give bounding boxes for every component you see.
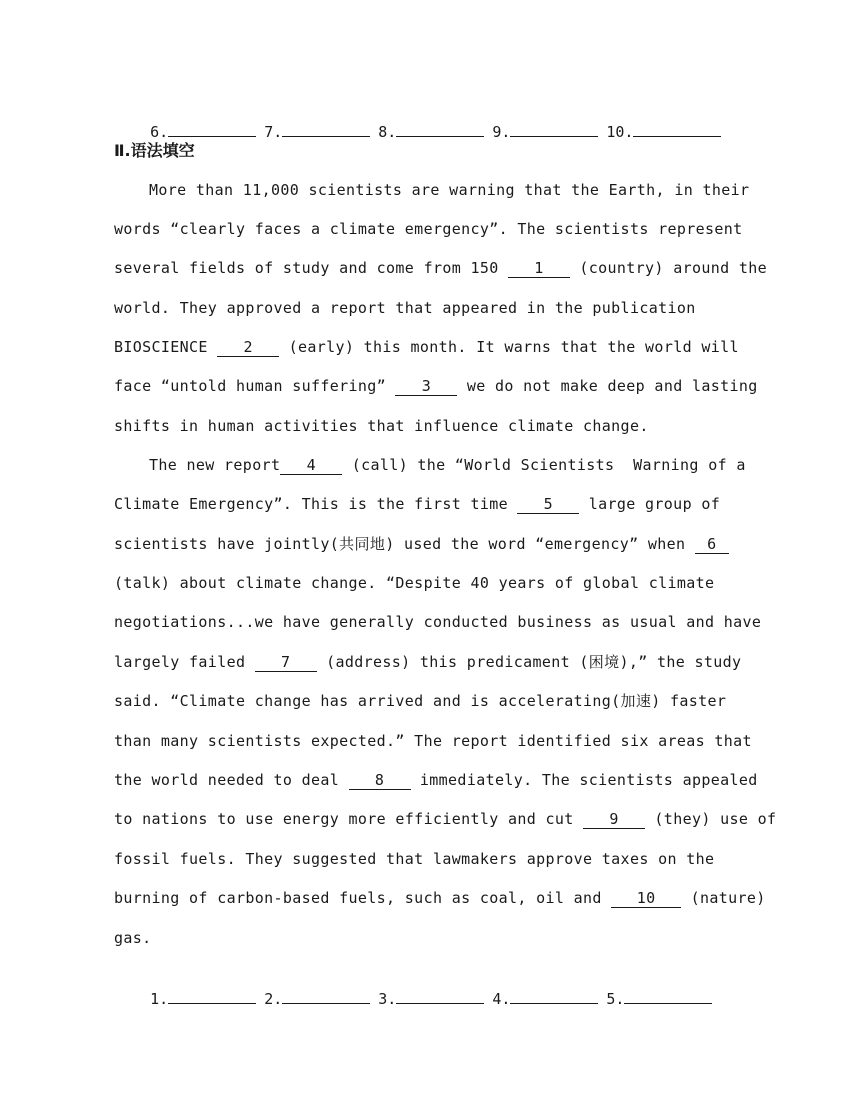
passage-line: shifts in human activities that influence climate change. <box>114 417 649 435</box>
blank-2[interactable]: 2 <box>217 338 279 357</box>
passage-line: gas. <box>114 929 152 947</box>
answer-line[interactable] <box>168 988 256 1004</box>
passage-line: More than 11,000 scientists are warning that the Earth, in their <box>149 181 750 199</box>
answer-slot-4[interactable] <box>492 988 598 1009</box>
answer-number: 3. <box>378 990 397 1008</box>
answer-line[interactable] <box>396 121 484 137</box>
answer-slot-6[interactable] <box>150 121 256 142</box>
passage-line: BIOSCIENCE 2 (early) this month. It warns that the world will <box>114 338 739 356</box>
answer-line[interactable] <box>624 988 712 1004</box>
answer-number: 7. <box>264 123 283 141</box>
answer-number: 8. <box>378 123 397 141</box>
answer-number: 1. <box>150 990 169 1008</box>
section-title: Ⅱ.语法填空 <box>114 141 195 160</box>
answer-number: 9. <box>492 123 511 141</box>
answer-number: 5. <box>606 990 625 1008</box>
passage-line: the world needed to deal 8 immediately. The scientists appealed <box>114 771 758 789</box>
passage-line: words “clearly faces a climate emergency”. The scientists represent <box>114 220 743 238</box>
passage-line: than many scientists expected.” The report identified six areas that <box>114 732 752 750</box>
blank-8[interactable]: 8 <box>349 771 411 790</box>
passage-line: burning of carbon-based fuels, such as coal, oil and 10 (nature) <box>114 889 766 907</box>
blank-9[interactable]: 9 <box>583 810 645 829</box>
blank-5[interactable]: 5 <box>517 495 579 514</box>
answer-slot-3[interactable] <box>378 988 484 1009</box>
answer-line[interactable] <box>510 121 598 137</box>
blank-3[interactable]: 3 <box>395 377 457 396</box>
answer-slot-9[interactable] <box>492 121 598 142</box>
blank-6[interactable]: 6 <box>695 535 729 554</box>
answer-slot-1[interactable] <box>150 988 256 1009</box>
passage-line: said. “Climate change has arrived and is accelerating(加速) faster <box>114 692 727 710</box>
answer-number: 10. <box>606 123 634 141</box>
answer-slot-2[interactable] <box>264 988 370 1009</box>
passage-line: negotiations...we have generally conducted business as usual and have <box>114 613 762 631</box>
answer-line[interactable] <box>282 988 370 1004</box>
answer-slot-8[interactable] <box>378 121 484 142</box>
blank-7[interactable]: 7 <box>255 653 317 672</box>
answer-row-top <box>114 101 729 162</box>
answer-line[interactable] <box>396 988 484 1004</box>
blank-1[interactable]: 1 <box>508 259 570 278</box>
answer-number: 2. <box>264 990 283 1008</box>
answer-slot-7[interactable] <box>264 121 370 142</box>
blank-10[interactable]: 10 <box>611 889 681 908</box>
passage-line: face “untold human suffering” 3 we do not make deep and lasting <box>114 377 758 395</box>
passage-line: several fields of study and come from 150 1 (country) around the <box>114 259 767 277</box>
passage-line: Climate Emergency”. This is the first time 5 large group of <box>114 495 721 513</box>
passage-line: scientists have jointly(共同地) used the word “emergency” when 6 <box>114 534 729 554</box>
answer-line[interactable] <box>510 988 598 1004</box>
answer-slot-10[interactable] <box>606 121 721 142</box>
answer-line[interactable] <box>168 121 256 137</box>
answer-slot-5[interactable] <box>606 988 712 1009</box>
passage-line: largely failed 7 (address) this predicament (困境),” the study <box>114 653 742 671</box>
blank-4[interactable]: 4 <box>280 456 342 475</box>
passage-line: to nations to use energy more efficiently and cut 9 (they) use of <box>114 810 777 828</box>
answer-number: 4. <box>492 990 511 1008</box>
passage-line: The new report 4 (call) the “World Scientists Warning of a <box>149 456 746 474</box>
passage-line: (talk) about climate change. “Despite 40 years of global climate <box>114 574 715 592</box>
answer-number: 6. <box>150 123 169 141</box>
passage-line: fossil fuels. They suggested that lawmakers approve taxes on the <box>114 850 715 868</box>
answer-line[interactable] <box>282 121 370 137</box>
answer-row-bottom <box>114 968 720 1029</box>
passage-line: world. They approved a report that appeared in the publication <box>114 299 696 317</box>
answer-line[interactable] <box>633 121 721 137</box>
